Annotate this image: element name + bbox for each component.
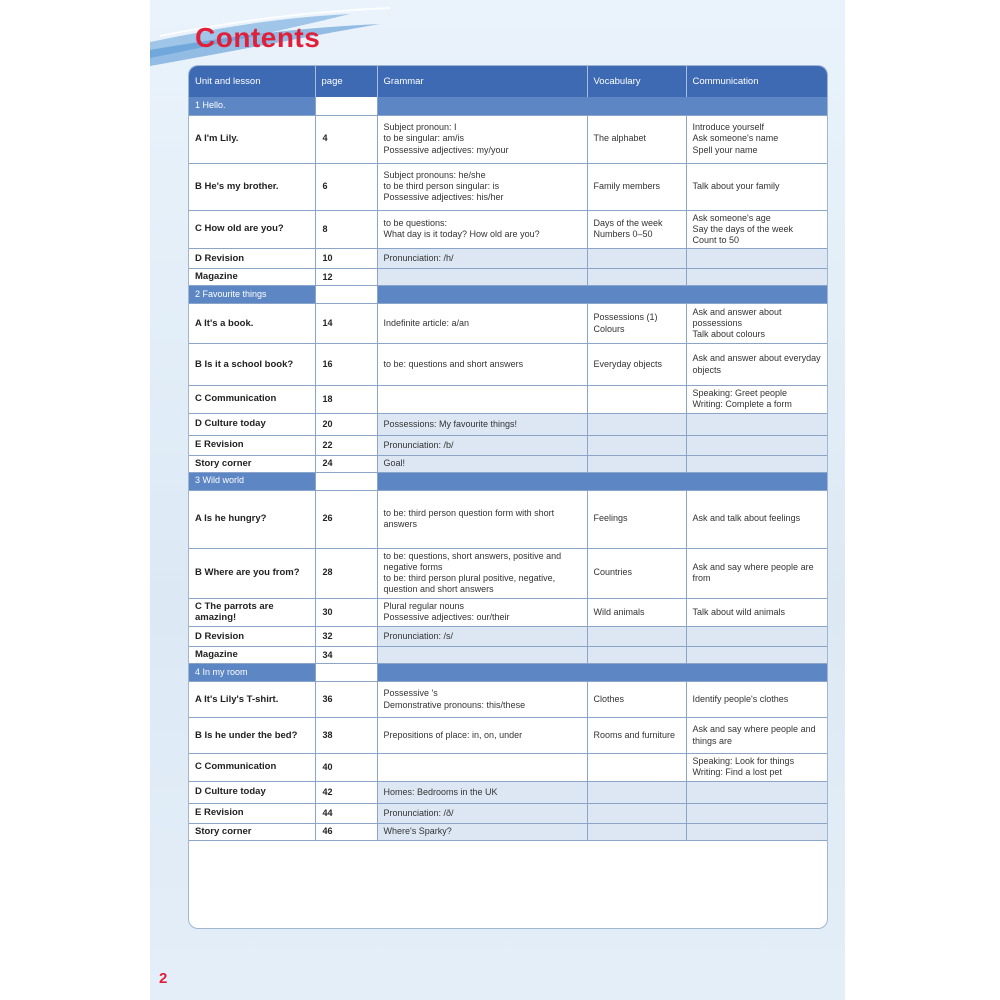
vocabulary-cell: Countries: [587, 548, 686, 598]
page-cell: 46: [315, 823, 377, 840]
table-row: [189, 249, 827, 269]
vocabulary-cell: Rooms and furniture: [587, 718, 686, 754]
table-row: [189, 803, 827, 823]
lesson-cell: Magazine: [189, 647, 315, 664]
lesson-cell: B Is he under the bed?: [189, 718, 315, 754]
table-row: [189, 647, 827, 664]
communication-cell: Talk about wild animals: [686, 598, 827, 627]
vocabulary-cell: [587, 435, 686, 455]
grammar-cell: Possessive 's Demonstrative pronouns: this/these: [377, 682, 587, 718]
lesson-cell: B Where are you from?: [189, 548, 315, 598]
vocabulary-cell: [587, 413, 686, 435]
vocabulary-cell: [587, 803, 686, 823]
header-communication: Communication: [686, 66, 827, 97]
lesson-cell: D Culture today: [189, 781, 315, 803]
grammar-cell: [377, 647, 587, 664]
vocabulary-cell: Feelings: [587, 490, 686, 548]
header-vocabulary: Vocabulary: [587, 66, 686, 97]
grammar-cell: Indefinite article: a/an: [377, 304, 587, 344]
table-row: [189, 304, 827, 344]
unit-title: 3 Wild world: [189, 472, 315, 490]
grammar-cell: to be questions: What day is it today? How old are you?: [377, 210, 587, 249]
table-row: [189, 627, 827, 647]
grammar-cell: to be: questions and short answers: [377, 344, 587, 386]
page-cell: 28: [315, 548, 377, 598]
unit-header-row: [189, 97, 827, 115]
lesson-cell: A It's a book.: [189, 304, 315, 344]
page-cell: 34: [315, 647, 377, 664]
vocabulary-cell: [587, 249, 686, 269]
page-cell: 24: [315, 455, 377, 472]
grammar-cell: Pronunciation: /b/: [377, 435, 587, 455]
communication-cell: Ask and answer about possessions Talk about colours: [686, 304, 827, 344]
grammar-cell: Subject pronoun: I to be singular: am/is Possessive adjectives: my/your: [377, 115, 587, 163]
page-cell: 44: [315, 803, 377, 823]
table-row: [189, 115, 827, 163]
communication-cell: [686, 627, 827, 647]
lesson-cell: D Culture today: [189, 413, 315, 435]
page-cell: 14: [315, 304, 377, 344]
unit-fill-cell: [377, 472, 827, 490]
lesson-cell: C Communication: [189, 754, 315, 782]
communication-cell: [686, 413, 827, 435]
unit-fill-cell: [377, 97, 827, 115]
table-row: [189, 455, 827, 472]
lesson-cell: C How old are you?: [189, 210, 315, 249]
communication-cell: Talk about your family: [686, 163, 827, 210]
vocabulary-cell: Clothes: [587, 682, 686, 718]
grammar-cell: Pronunciation: /ð/: [377, 803, 587, 823]
unit-page-cell: [315, 286, 377, 304]
table-row: [189, 598, 827, 627]
table-row: [189, 163, 827, 210]
communication-cell: Speaking: Greet people Writing: Complete a form: [686, 386, 827, 414]
vocabulary-cell: Possessions (1) Colours: [587, 304, 686, 344]
unit-page-cell: [315, 472, 377, 490]
page-cell: 6: [315, 163, 377, 210]
unit-title: 1 Hello.: [189, 97, 315, 115]
lesson-cell: E Revision: [189, 435, 315, 455]
grammar-cell: [377, 754, 587, 782]
page-cell: 22: [315, 435, 377, 455]
communication-cell: Introduce yourself Ask someone's name Spell your name: [686, 115, 827, 163]
lesson-cell: A Is he hungry?: [189, 490, 315, 548]
communication-cell: [686, 455, 827, 472]
grammar-cell: Subject pronouns: he/she to be third person singular: is Possessive adjectives: his/her: [377, 163, 587, 210]
vocabulary-cell: [587, 823, 686, 840]
lesson-cell: C Communication: [189, 386, 315, 414]
grammar-cell: Plural regular nouns Possessive adjectives: our/their: [377, 598, 587, 627]
unit-page-cell: [315, 664, 377, 682]
lesson-cell: B Is it a school book?: [189, 344, 315, 386]
vocabulary-cell: [587, 627, 686, 647]
page-cell: 16: [315, 344, 377, 386]
grammar-cell: to be: questions, short answers, positive and negative forms to be: third person plural positive, negative, question and short answers: [377, 548, 587, 598]
communication-cell: [686, 249, 827, 269]
table-row: [189, 754, 827, 782]
communication-cell: [686, 647, 827, 664]
unit-fill-cell: [377, 286, 827, 304]
page-cell: 30: [315, 598, 377, 627]
grammar-cell: to be: third person question form with short answers: [377, 490, 587, 548]
unit-title: 2 Favourite things: [189, 286, 315, 304]
lesson-cell: A I'm Lily.: [189, 115, 315, 163]
table-row: [189, 435, 827, 455]
unit-header-row: [189, 664, 827, 682]
unit-page-cell: [315, 97, 377, 115]
grammar-cell: [377, 269, 587, 286]
page-cell: 36: [315, 682, 377, 718]
page-cell: 40: [315, 754, 377, 782]
unit-header-row: [189, 472, 827, 490]
unit-title: 4 In my room: [189, 664, 315, 682]
vocabulary-cell: [587, 647, 686, 664]
table-row: [189, 269, 827, 286]
communication-cell: Ask and talk about feelings: [686, 490, 827, 548]
vocabulary-cell: [587, 455, 686, 472]
vocabulary-cell: [587, 269, 686, 286]
header-grammar: Grammar: [377, 66, 587, 97]
communication-cell: Identify people's clothes: [686, 682, 827, 718]
grammar-cell: Pronunciation: /h/: [377, 249, 587, 269]
grammar-cell: Possessions: My favourite things!: [377, 413, 587, 435]
communication-cell: [686, 435, 827, 455]
header-page: page: [315, 66, 377, 97]
page-cell: 10: [315, 249, 377, 269]
communication-cell: [686, 823, 827, 840]
page-cell: 12: [315, 269, 377, 286]
table-row: [189, 718, 827, 754]
table-row: [189, 781, 827, 803]
grammar-cell: Pronunciation: /s/: [377, 627, 587, 647]
communication-cell: Ask and say where people and things are: [686, 718, 827, 754]
vocabulary-cell: Everyday objects: [587, 344, 686, 386]
table-body: [189, 97, 827, 840]
table-row: [189, 344, 827, 386]
lesson-cell: Story corner: [189, 823, 315, 840]
table-row: [189, 823, 827, 840]
communication-cell: Ask someone's age Say the days of the week Count to 50: [686, 210, 827, 249]
grammar-cell: Prepositions of place: in, on, under: [377, 718, 587, 754]
page-cell: 42: [315, 781, 377, 803]
unit-header-row: [189, 286, 827, 304]
communication-cell: Ask and say where people are from: [686, 548, 827, 598]
lesson-cell: D Revision: [189, 249, 315, 269]
page-cell: 8: [315, 210, 377, 249]
table-row: [189, 682, 827, 718]
vocabulary-cell: [587, 754, 686, 782]
vocabulary-cell: Wild animals: [587, 598, 686, 627]
page-cell: 32: [315, 627, 377, 647]
page-cell: 20: [315, 413, 377, 435]
vocabulary-cell: [587, 781, 686, 803]
communication-cell: [686, 269, 827, 286]
table-row: [189, 413, 827, 435]
lesson-cell: E Revision: [189, 803, 315, 823]
table-row: [189, 490, 827, 548]
page-title: Contents: [195, 22, 321, 53]
lesson-cell: Story corner: [189, 455, 315, 472]
communication-cell: Ask and answer about everyday objects: [686, 344, 827, 386]
grammar-cell: Where's Sparky?: [377, 823, 587, 840]
table-row: [189, 548, 827, 598]
table-header-row: [189, 66, 827, 97]
lesson-cell: B He's my brother.: [189, 163, 315, 210]
lesson-cell: D Revision: [189, 627, 315, 647]
table-row: [189, 210, 827, 249]
contents-table: [189, 66, 827, 841]
vocabulary-cell: Days of the week Numbers 0–50: [587, 210, 686, 249]
communication-cell: [686, 803, 827, 823]
communication-cell: [686, 781, 827, 803]
lesson-cell: C The parrots are amazing!: [189, 598, 315, 627]
header-unit-lesson: Unit and lesson: [189, 66, 315, 97]
grammar-cell: Homes: Bedrooms in the UK: [377, 781, 587, 803]
vocabulary-cell: Family members: [587, 163, 686, 210]
table-row: [189, 386, 827, 414]
page-cell: 18: [315, 386, 377, 414]
page-cell: 26: [315, 490, 377, 548]
vocabulary-cell: The alphabet: [587, 115, 686, 163]
grammar-cell: Goal!: [377, 455, 587, 472]
contents-table-container: [189, 66, 827, 928]
lesson-cell: Magazine: [189, 269, 315, 286]
page-number: 2: [159, 970, 168, 987]
unit-fill-cell: [377, 664, 827, 682]
lesson-cell: A It's Lily's T-shirt.: [189, 682, 315, 718]
vocabulary-cell: [587, 386, 686, 414]
page-cell: 38: [315, 718, 377, 754]
grammar-cell: [377, 386, 587, 414]
page-cell: 4: [315, 115, 377, 163]
communication-cell: Speaking: Look for things Writing: Find a lost pet: [686, 754, 827, 782]
